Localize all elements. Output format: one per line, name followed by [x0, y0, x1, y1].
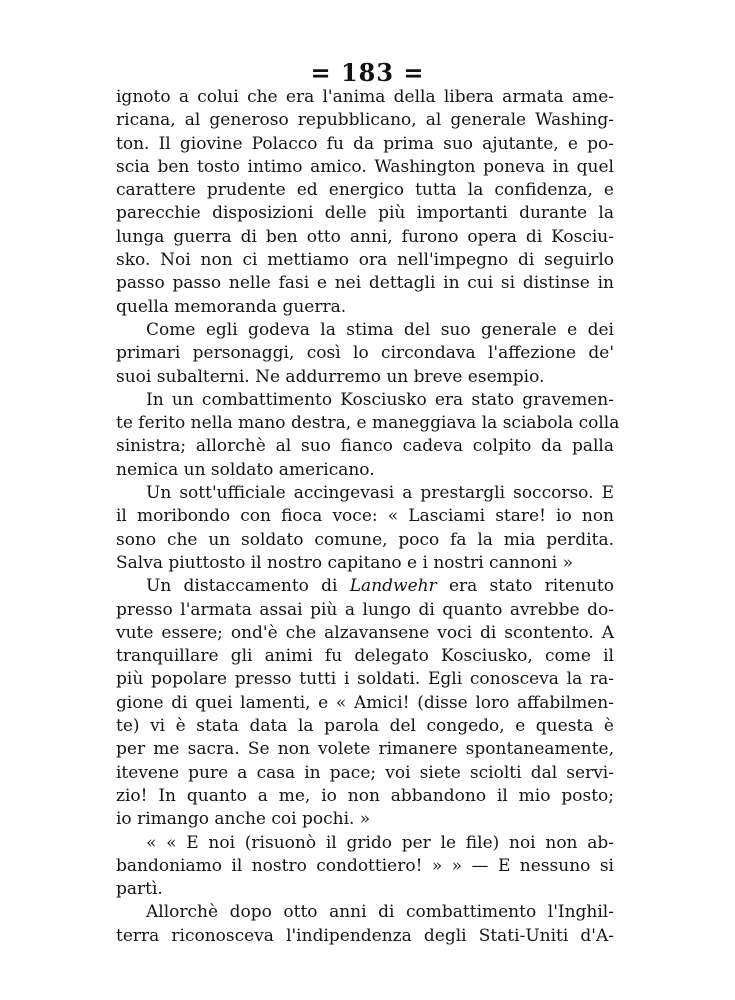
text-line: In un combattimento Kosciusko era stato gravemen-: [146, 389, 614, 410]
text-line: itevene pure a casa in pace; voi siete sciolti dal servi-: [116, 762, 614, 783]
text-line: Un sott'ufficiale accingevasi a prestargli soccorso. E: [146, 483, 614, 504]
text-line: sinistra; allorchè al suo fianco cadeva colpito da palla: [116, 436, 614, 457]
text-line: nemica un soldato americano.: [116, 459, 375, 480]
paragraph: [116, 389, 620, 482]
paragraph: [116, 901, 614, 948]
text-line: lunga guerra di ben otto anni, furono opera di Kosciu-: [116, 226, 614, 247]
text-line: Come egli godeva la stima del suo generale e dei: [146, 319, 614, 340]
italic-term: Landwehr: [349, 576, 437, 597]
text-line: primari personaggi, così lo circondava l'affezione de': [116, 343, 614, 364]
text-line: suoi subalterni. Ne addurremo un breve esempio.: [116, 366, 545, 387]
text-line: ton. Il giovine Polacco fu da prima suo ajutante, e po-: [116, 133, 614, 154]
text-line: carattere prudente ed energico tutta la confidenza, e: [116, 180, 614, 201]
text-line: il moribondo con fioca voce: « Lasciami stare! io non: [116, 506, 614, 527]
text-line: zio! In quanto a me, io non abbandono il mio posto;: [116, 785, 614, 806]
text-line: Allorchè dopo otto anni di combattimento l'Inghil-: [146, 902, 614, 923]
text-line: te) vi è stata data la parola del congedo, e questa è: [116, 716, 614, 737]
text-line: « « E noi (risuonò il grido per le file) noi non ab-: [146, 832, 614, 853]
paragraph: [116, 319, 614, 389]
text-line: parecchie disposizioni delle più importanti durante la: [116, 203, 614, 224]
page-number: = 183 =: [310, 58, 425, 87]
text-line: quella memoranda guerra.: [116, 296, 347, 317]
text-line: vute essere; ond'è che alzavansene voci di scontento. A: [116, 622, 614, 643]
paragraph: [116, 482, 614, 575]
text-line: tranquillare gli animi fu delegato Kosciusko, come il: [116, 646, 614, 667]
text-line: sko. Noi non ci mettiamo ora nell'impegno di seguirlo: [116, 250, 614, 271]
text-line: scia ben tosto intimo amico. Washington poneva in quel: [116, 156, 614, 177]
paragraph: [116, 575, 614, 831]
text-line: presso l'armata assai più a lungo di quanto avrebbe do-: [116, 599, 614, 620]
paragraph: [116, 86, 614, 319]
text-line: bandoniamo il nostro condottiero! » » — E nessuno si: [116, 855, 614, 876]
body-text: [116, 86, 620, 948]
text-line: partì.: [116, 879, 163, 900]
text-line: gione di quei lamenti, e « Amici! (disse loro affabilmen-: [116, 692, 614, 713]
text-line: Salva piuttosto il nostro capitano e i nostri cannoni »: [116, 552, 574, 573]
text-line: sono che un soldato comune, poco fa la mia perdita.: [116, 529, 614, 550]
text-line: io rimango anche coi pochi. »: [116, 809, 371, 830]
text-line: terra riconosceva l'indipendenza degli Stati-Uniti d'A-: [116, 925, 614, 946]
paragraph: [116, 832, 614, 902]
text-line: ricana, al generoso repubblicano, al generale Washing-: [116, 110, 614, 131]
text-line: per me sacra. Se non volete rimanere spontaneamente,: [116, 739, 614, 760]
text-line: Un distaccamento di Landwehr era stato ritenuto: [146, 576, 614, 597]
text-line: ignoto a colui che era l'anima della libera armata ame-: [116, 87, 614, 107]
text-line: passo passo nelle fasi e nei dettagli in cui si distinse in: [116, 273, 614, 294]
text-line: te ferito nella mano destra, e maneggiava la sciabola colla: [116, 413, 620, 434]
text-line: più popolare presso tutti i soldati. Egli conosceva la ra-: [116, 669, 614, 690]
